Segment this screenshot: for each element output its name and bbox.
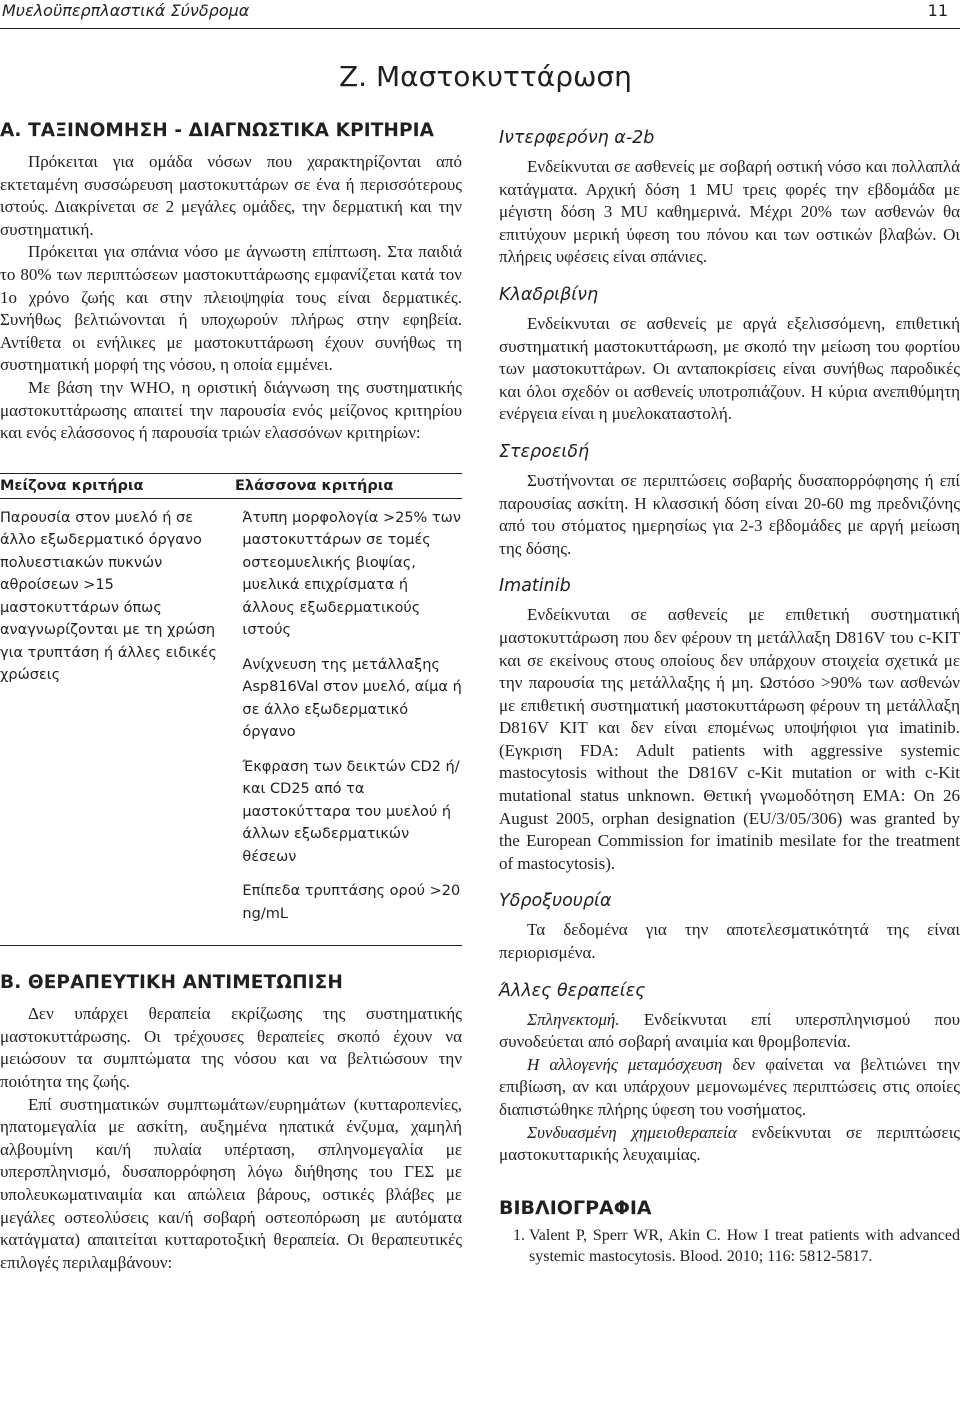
major-criteria-header: Μείζονα κριτήρια (0, 477, 144, 494)
section-b-heading: Β. ΘΕΡΑΠΕΥΤΙΚΗ ΑΝΤΙΜΕΤΩΠΙΣΗ (0, 972, 343, 994)
criteria-table-body (0, 499, 462, 947)
right-column (499, 128, 960, 1267)
treatment-cladribine (499, 285, 960, 426)
treatment-text: Ενδείκνυται σε ασθενείς με αργά εξελισσόμενη, επιθετική συστηματική μαστοκυττάρωση, με σκοπό την μείωση του φορτίου των μαστοκυττάρων. Οι ανταποκρίσεις είναι συνήθως παροδικές και όλοι σχεδόν οι ασθενείς υποτροπιάζουν. Η κύρια ανεπιθύμητη ενέργεια είναι η μυελοκαταστολή. (499, 313, 960, 424)
section-a-paragraph-2: Πρόκειται για σπάνια νόσο με άγνωστη επίπτωση. Στα παιδιά το 80% των περιπτώσεων μαστοκυττάρωσης εμφανίζεται κατά τον 1ο χρόνο ζωής και στην πλειοψηφία τους είναι δερματικές. Συνήθως βελτιώνονται ή υποχωρούν πλήρως στην εφηβεία. Αντίθετα οι ενήλικες με μαστοκυττάρωση έχουν συνήθως τη συστηματική μορφή της νόσου, η οποία εμμένει. (0, 242, 462, 375)
left-column (0, 120, 462, 1274)
splenectomy-text: Ενδείκνυται επί υπερσπληνισμού που συνοδεύεται από σοβαρή αναιμία και θρομβοπενία. (499, 1009, 960, 1052)
treatment-text: Τα δεδομένα για την αποτελεσματικότητά της είναι περιορισμένα. (499, 920, 960, 963)
splenectomy-label: Σπληνεκτομή. (527, 1009, 620, 1029)
combo-chemo-label: Συνδυασμένη χημειοθεραπεία (527, 1122, 737, 1142)
reference-item: 1. Valent P, Sperr WR, Akin C. How I treat patients with advanced systemic mastocytosis. Blood. 2010; 116: 5812-5817. (529, 1225, 960, 1267)
section-b-paragraph-1: Δεν υπάρχει θεραπεία εκρίζωσης της συστηματικής μαστοκυττάρωσης. Οι τρέχουσες θεραπείες σκοπό έχουν να μειώσουν τα συμπτώματα της νόσου και να βελτιώσουν την ποιότητα της ζωής. (0, 1004, 462, 1091)
treatment-title: Κλαδριβίνη (499, 284, 599, 305)
minor-criteria-list (242, 507, 462, 926)
criteria-table (0, 473, 462, 947)
minor-criterion: Ανίχνευση της μετάλλαξης Asp816Val στον μυελό, αίμα ή σε άλλο εξωδερματικό όργανο (242, 656, 462, 741)
section-b (0, 972, 462, 1274)
treatment-steroids (499, 442, 960, 560)
running-header (0, 0, 948, 26)
splenectomy-paragraph (499, 1009, 960, 1054)
allo-transplant-label: Η αλλογενής μεταμόσχευση (527, 1054, 723, 1074)
treatment-imatinib (499, 576, 960, 875)
section-a-paragraph-3: Με βάση την WHO, η οριστική διάγνωση της συστηματικής μαστοκυττάρωσης απαιτεί την παρουσία ενός μείζονος κριτηρίου και ενός ελάσσονος ή παρουσία τριών ελασσόνων κριτηρίων: (0, 377, 462, 443)
combo-chemo-text: ενδείκνυται σε περιπτώσεις μαστοκυτταρικής λευχαιμίας. (499, 1122, 960, 1165)
section-a-heading: Α. ΤΑΞΙΝΟΜΗΣΗ - ΔΙΑΓΝΩΣΤΙΚΑ ΚΡΙΤΗΡΙΑ (0, 120, 435, 141)
treatment-interferon (499, 128, 960, 269)
treatment-text: Συστήνονται σε περιπτώσεις σοβαρής δυσαπορρόφησης ή επί παρουσίας ασκίτη. Η κλασσική δόση είναι 20-60 mg πρεδνιζόνης από του στόματος ημερησίως για 2-3 εβδομάδες με αργή μείωση της δόσης. (499, 470, 960, 558)
page-number: 11 (927, 1, 948, 20)
treatment-title: Imatinib (499, 576, 571, 597)
treatment-title: Στεροειδή (499, 441, 590, 462)
allo-transplant-paragraph (499, 1054, 960, 1122)
bibliography-heading: ΒΙΒΛΙΟΓΡΑΦΙΑ (499, 1196, 652, 1219)
reference-list (499, 1225, 960, 1267)
section-a-paragraph-1: Πρόκειται για ομάδα νόσων που χαρακτηρίζονται από εκτεταμένη συσσώρευση μαστοκυττάρων σε ένα ή περισσότερους ιστούς. Διακρίνεται σε 2 μεγάλες ομάδες, την δερματική και την συστηματική. (0, 152, 462, 239)
minor-criteria-header: Ελάσσονα κριτήρια (235, 477, 394, 494)
treatment-title: Ιντερφερόνη α-2b (499, 128, 655, 148)
minor-criterion: Έκφραση των δεικτών CD2 ή/και CD25 από τα μαστοκύτταρα του μυελού ή άλλων εξωδερματικών θέσεων (242, 758, 460, 865)
treatment-text: Ενδείκνυται σε ασθενείς με επιθετική συστηματική μαστοκυττάρωση που δεν φέρουν τη μετάλλαξη D816V του c-KIT και σε εκείνους στους οποίους δεν υπάρχουν στοιχεία σχετικά με την παρουσία της μετάλλαξης ή μη. Ωστόσο >90% των ασθενών με επιθετική συστηματική μαστοκυττάρωση φέρουν τη μετάλλαξη D816V KIT και δεν είναι επομένως υποψήφιοι για imatinib. (Εγκριση FDA: Adult patients with aggressive systemic mastocytosis without the D816V c-Kit mutation or with c-Kit mutational status unknown. Θετική γνωμοδότηση EMA: On 26 August 2005, orphan designation (EU/3/05/306) was granted by the European Commission for imatinib mesilate for the treatment of mastocytosis). (499, 605, 960, 873)
criteria-table-header (0, 474, 462, 499)
treatment-title: Υδροξυουρία (499, 891, 612, 912)
treatment-hydroxyurea (499, 891, 960, 964)
major-criterion: Παρουσία στον μυελό ή σε άλλο εξωδερματικό όργανο πολυεστιακών πυκνών αθροίσεων >15 μαστοκυττάρων όπως αναγνωρίζονται με τη χρώση για τρυπτάση ή άλλες ειδικές χρώσεις (0, 509, 217, 684)
minor-criterion: Άτυπη μορφολογία >25% των μαστοκυττάρων σε τομές οστεομυελικής βιοψίας, μυελικά επιχρίσματα ή άλλους εξωδερματικούς ιστούς (242, 509, 461, 639)
header-rule (0, 28, 960, 29)
treatment-text: Ενδείκνυται σε ασθενείς με σοβαρή οστική νόσο και πολλαπλά κατάγματα. Αρχική δόση 1 MU τρεις φορές την εβδομάδα με μέγιστη δόση 3 MU καθημερινά. Μέχρι 20% των ασθενών θα επιτύχουν μερική ύφεση του πόνου και των οστικών βλαβών. Οι πλήρεις υφέσεις είναι σπάνιες. (499, 157, 960, 267)
section-b-paragraph-2: Επί συστηματικών συμπτωμάτων/ευρημάτων (κυτταροπενίες, ηπατομεγαλία με ασκίτη, αυξημένα ηπατικά ένζυμα, χαμηλή αλβουμίνη και/ή πυλαία υπέρταση, σπληνομεγαλία με υπερσπληνισμό, δυσαπορρόφηση λόγω διήθησης του ΓΕΣ με υπολευκωματιναιμία και απώλεια βάρους, οστικές βλάβες με μεγάλες οστεολύσεις και/ή σοβαρή οστεοπόρωση με αυτόματα κατάγματα) απαιτείται κυτταροτοξική θεραπεία. Οι θεραπευτικές επιλογές περιλαμβάνουν: (0, 1094, 462, 1272)
allo-transplant-text: δεν φαίνεται να βελτιώνει την επιβίωση, αν και υπάρχουν μεμονωμένες περιπτώσεις στις οποίες διαπιστώθηκε πλήρης ύφεση του νοσήματος. (499, 1054, 960, 1119)
running-title: Μυελοϋπερπλαστικά Σύνδρομα (2, 1, 250, 20)
chapter-title: Ζ. Μαστοκυττάρωση (339, 60, 632, 93)
combo-chemo-paragraph (499, 1122, 960, 1167)
treatment-other (499, 981, 960, 1167)
minor-criterion: Επίπεδα τρυπτάσης ορού >20 ng/mL (242, 883, 461, 922)
other-treatments-title: Άλλες θεραπείες (499, 980, 646, 1001)
